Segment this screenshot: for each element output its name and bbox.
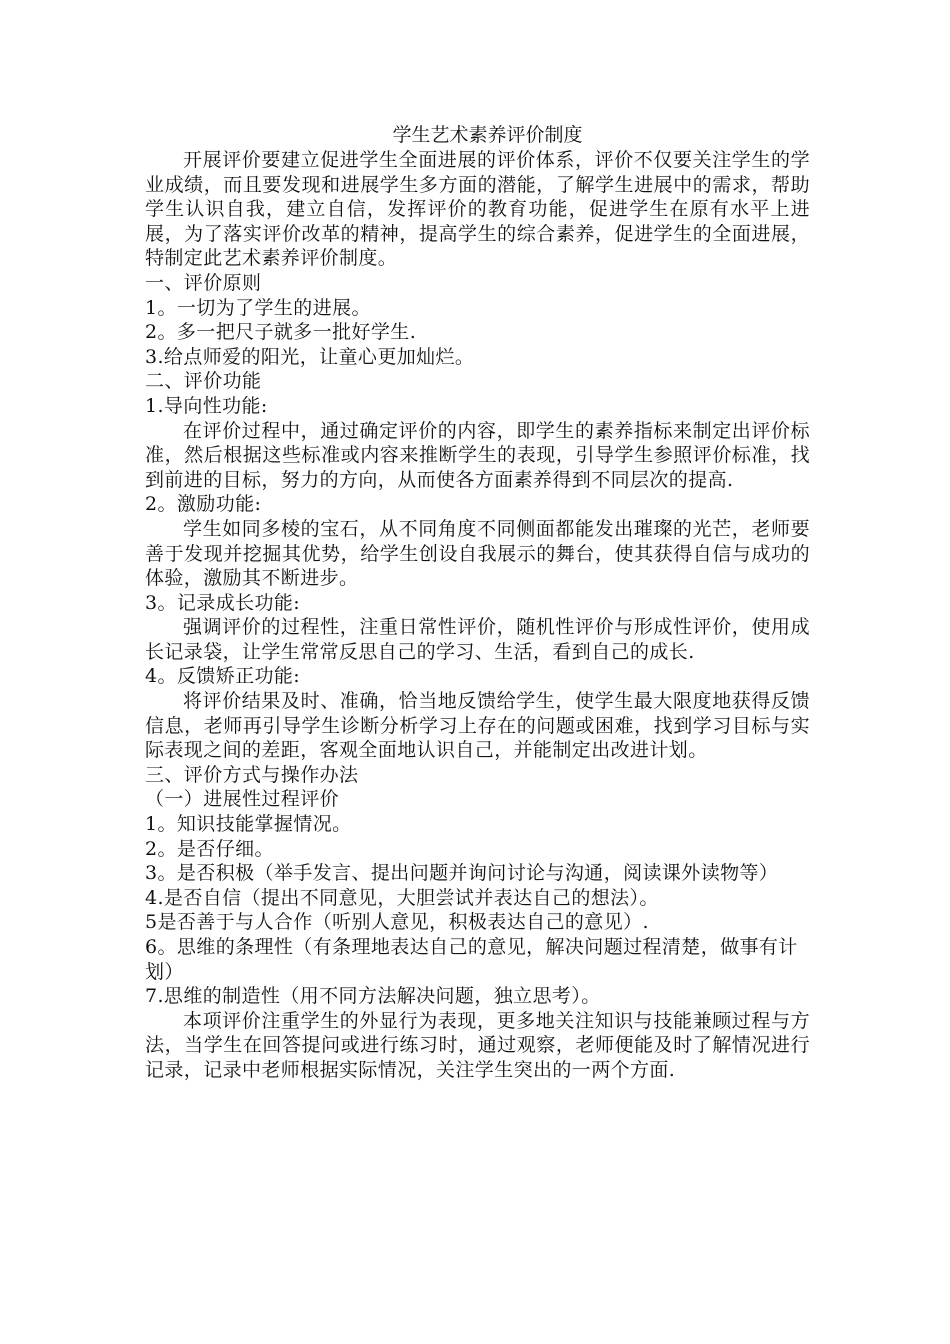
method-item: 4.是否自信（提出不同意见，大胆尝试并表达自己的想法）。: [145, 886, 659, 909]
document-title: 学生艺术素养评价制度: [392, 124, 583, 146]
section2-heading: 二、评价功能: [145, 370, 262, 393]
function-heading-feedback: 4。反馈矫正功能:: [145, 665, 301, 688]
method-item: 5是否善于与人合作（听别人意见，积极表达自己的意见）.: [145, 911, 649, 934]
method-item: 3。是否积极（举手发言、提出问题并询问讨论与沟通，阅读课外读物等）: [145, 862, 779, 885]
closing-paragraph: 本项评价注重学生的外显行为表现，更多地关注知识与技能兼顾过程与方法，当学生在回答提问或进行练习时，通过观察，老师便能及时了解情况进行记录，记录中老师根据实际情况，关注学生突出的一两个方面.: [145, 1009, 810, 1081]
method-item: 2。是否仔细。: [145, 837, 274, 860]
function-heading-motivation: 2。激励功能:: [145, 493, 262, 516]
section3-subheading: （一）进展性过程评价: [145, 788, 340, 811]
method-item: 7.思维的制造性（用不同方法解决问题，独立思考）。: [145, 985, 601, 1008]
section3-heading: 三、评价方式与操作办法: [145, 763, 359, 786]
function-heading-guidance: 1.导向性功能:: [145, 394, 268, 417]
principle-item: 3.给点师爱的阳光，让童心更加灿烂。: [145, 345, 475, 368]
intro-paragraph: 开展评价要建立促进学生全面进展的评价体系，评价不仅要关注学生的学业成绩，而且要发现和进展学生多方面的潜能，了解学生进展中的需求，帮助学生认识自我，建立自信，发挥评价的教育功能，促进学生在原有水平上进展，为了落实评价改革的精神，提高学生的综合素养，促进学生的全面进展，特制定此艺术素养评价制度。: [145, 149, 810, 270]
method-item: 1。知识技能掌握情况。: [145, 813, 352, 836]
principle-item: 2。多一把尺子就多一批好学生.: [145, 321, 417, 344]
function-text-motivation: 学生如同多棱的宝石，从不同角度不同侧面都能发出璀璨的光芒，老师要善于发现并挖掘其优势，给学生创设自我展示的舞台，使其获得自信与成功的体验，激励其不断进步。: [145, 517, 810, 590]
method-item: 6。思维的条理性（有条理地表达自己的意见，解决问题过程清楚，做事有计划）: [145, 936, 798, 983]
function-text-growth-record: 强调评价的过程性，注重日常性评价，随机性评价与形成性评价，使用成长记录袋，让学生常常反思自己的学习、生活，看到自己的成长.: [145, 616, 810, 663]
function-text-feedback: 将评价结果及时、准确，恰当地反馈给学生，使学生最大限度地获得反馈信息，老师再引导学生诊断分析学习上存在的问题或困难，找到学习目标与实际表现之间的差距，客观全面地认识自己，并能制定出改进计划。: [145, 690, 810, 762]
function-text-guidance: 在评价过程中，通过确定评价的内容，即学生的素养指标来制定出评价标准，然后根据这些标准或内容来推断学生的表现，引导学生参照评价标准，找到前进的目标，努力的方向，从而使各方面素养得到不同层次的提高.: [145, 419, 810, 491]
document-page: [145, 122, 810, 1083]
function-heading-growth-record: 3。记录成长功能:: [145, 591, 301, 614]
section1-heading: 一、评价原则: [145, 271, 262, 294]
principle-item: 1。一切为了学生的进展。: [145, 296, 371, 319]
